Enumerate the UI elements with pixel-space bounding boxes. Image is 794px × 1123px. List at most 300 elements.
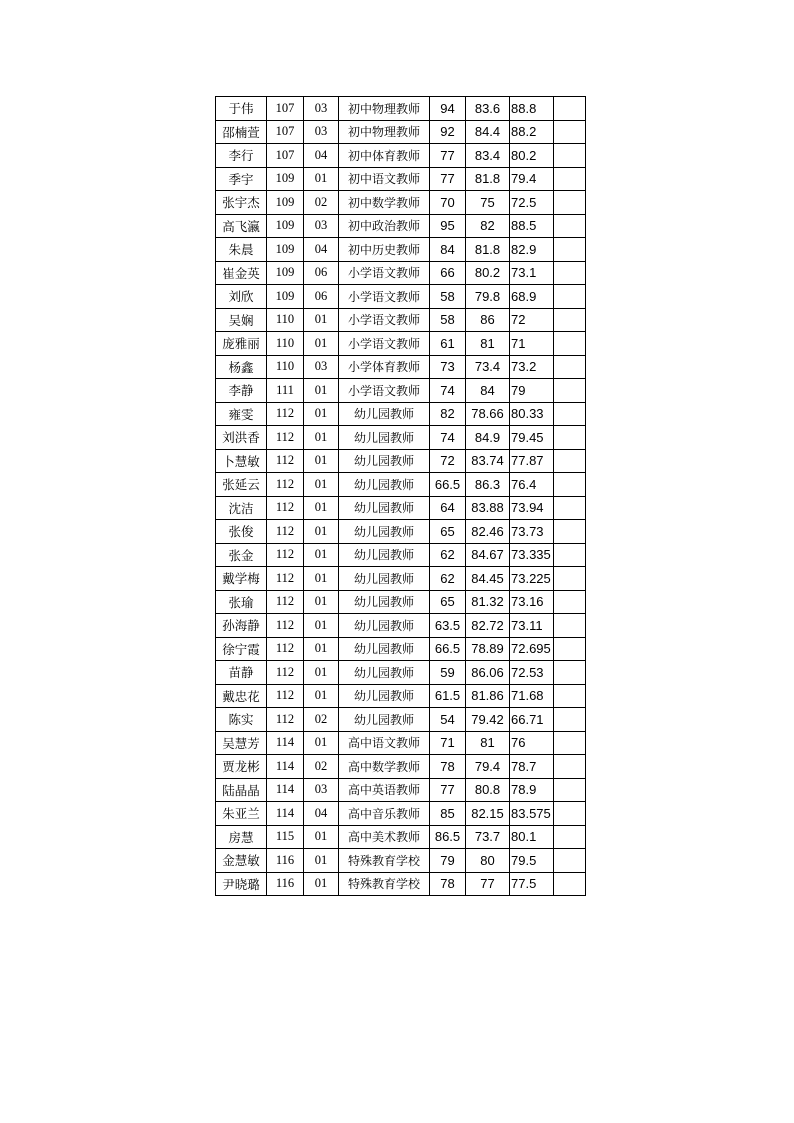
- interview-score: 84.9: [466, 426, 510, 450]
- interview-score: 82.46: [466, 520, 510, 544]
- candidate-name: 于伟: [216, 97, 267, 121]
- candidate-name: 卜慧敏: [216, 449, 267, 473]
- remark-cell: [554, 191, 586, 215]
- interview-score: 80.2: [466, 261, 510, 285]
- table-row: [216, 731, 586, 755]
- unit-code: 112: [267, 449, 304, 473]
- table-row: [216, 567, 586, 591]
- candidate-name: 季宇: [216, 167, 267, 191]
- interview-score: 79.42: [466, 708, 510, 732]
- unit-code: 107: [267, 97, 304, 121]
- interview-score: 84.45: [466, 567, 510, 591]
- interview-score: 84: [466, 379, 510, 403]
- remark-cell: [554, 708, 586, 732]
- remark-cell: [554, 120, 586, 144]
- post-code: 01: [304, 661, 339, 685]
- written-score: 77: [430, 778, 466, 802]
- total-score: 72.695: [510, 637, 554, 661]
- post-code: 01: [304, 849, 339, 873]
- written-score: 78: [430, 872, 466, 896]
- total-score: 77.5: [510, 872, 554, 896]
- total-score: 79.5: [510, 849, 554, 873]
- total-score: 88.8: [510, 97, 554, 121]
- post-code: 01: [304, 473, 339, 497]
- total-score: 80.2: [510, 144, 554, 168]
- written-score: 62: [430, 567, 466, 591]
- total-score: 68.9: [510, 285, 554, 309]
- candidate-name: 邵楠萱: [216, 120, 267, 144]
- total-score: 76: [510, 731, 554, 755]
- written-score: 66.5: [430, 637, 466, 661]
- table-row: [216, 849, 586, 873]
- written-score: 65: [430, 520, 466, 544]
- remark-cell: [554, 520, 586, 544]
- post-name: 幼儿园教师: [339, 661, 430, 685]
- table-row: [216, 661, 586, 685]
- table-row: [216, 355, 586, 379]
- interview-score: 75: [466, 191, 510, 215]
- interview-score: 73.4: [466, 355, 510, 379]
- post-name: 幼儿园教师: [339, 637, 430, 661]
- post-name: 特殊教育学校: [339, 849, 430, 873]
- unit-code: 112: [267, 496, 304, 520]
- remark-cell: [554, 637, 586, 661]
- total-score: 88.2: [510, 120, 554, 144]
- candidate-name: 张瑜: [216, 590, 267, 614]
- table-row: [216, 778, 586, 802]
- written-score: 66.5: [430, 473, 466, 497]
- written-score: 77: [430, 144, 466, 168]
- post-code: 01: [304, 520, 339, 544]
- unit-code: 112: [267, 426, 304, 450]
- unit-code: 109: [267, 167, 304, 191]
- table-row: [216, 872, 586, 896]
- post-name: 幼儿园教师: [339, 402, 430, 426]
- interview-score: 86.06: [466, 661, 510, 685]
- post-name: 小学语文教师: [339, 308, 430, 332]
- post-name: 小学体育教师: [339, 355, 430, 379]
- post-code: 01: [304, 426, 339, 450]
- post-code: 01: [304, 637, 339, 661]
- total-score: 73.335: [510, 543, 554, 567]
- remark-cell: [554, 849, 586, 873]
- written-score: 74: [430, 379, 466, 403]
- post-code: 01: [304, 379, 339, 403]
- written-score: 72: [430, 449, 466, 473]
- table-row: [216, 684, 586, 708]
- interview-score: 81.86: [466, 684, 510, 708]
- post-name: 初中历史教师: [339, 238, 430, 262]
- table-row: [216, 802, 586, 826]
- written-score: 77: [430, 167, 466, 191]
- written-score: 95: [430, 214, 466, 238]
- written-score: 71: [430, 731, 466, 755]
- table-row: [216, 473, 586, 497]
- table-row: [216, 97, 586, 121]
- written-score: 92: [430, 120, 466, 144]
- total-score: 72.53: [510, 661, 554, 685]
- remark-cell: [554, 496, 586, 520]
- post-name: 特殊教育学校: [339, 872, 430, 896]
- total-score: 76.4: [510, 473, 554, 497]
- candidate-name: 张宇杰: [216, 191, 267, 215]
- unit-code: 110: [267, 332, 304, 356]
- candidate-name: 陈实: [216, 708, 267, 732]
- table-row: [216, 614, 586, 638]
- candidate-name: 朱晨: [216, 238, 267, 262]
- candidate-name: 孙海静: [216, 614, 267, 638]
- total-score: 83.575: [510, 802, 554, 826]
- unit-code: 112: [267, 590, 304, 614]
- post-code: 04: [304, 802, 339, 826]
- post-name: 幼儿园教师: [339, 496, 430, 520]
- post-name: 高中英语教师: [339, 778, 430, 802]
- post-name: 初中政治教师: [339, 214, 430, 238]
- written-score: 63.5: [430, 614, 466, 638]
- total-score: 73.225: [510, 567, 554, 591]
- interview-score: 84.4: [466, 120, 510, 144]
- post-name: 高中语文教师: [339, 731, 430, 755]
- unit-code: 111: [267, 379, 304, 403]
- written-score: 73: [430, 355, 466, 379]
- candidate-name: 刘欣: [216, 285, 267, 309]
- table-row: [216, 238, 586, 262]
- remark-cell: [554, 426, 586, 450]
- candidate-name: 吴慧芳: [216, 731, 267, 755]
- table-row: [216, 308, 586, 332]
- candidate-name: 崔金英: [216, 261, 267, 285]
- interview-score: 84.67: [466, 543, 510, 567]
- post-name: 小学语文教师: [339, 285, 430, 309]
- candidate-name: 庞雅丽: [216, 332, 267, 356]
- interview-score: 86.3: [466, 473, 510, 497]
- written-score: 70: [430, 191, 466, 215]
- score-table-body: [216, 97, 586, 896]
- interview-score: 80.8: [466, 778, 510, 802]
- table-row: [216, 332, 586, 356]
- written-score: 58: [430, 308, 466, 332]
- table-row: [216, 402, 586, 426]
- remark-cell: [554, 755, 586, 779]
- total-score: 73.2: [510, 355, 554, 379]
- interview-score: 83.6: [466, 97, 510, 121]
- unit-code: 112: [267, 637, 304, 661]
- remark-cell: [554, 684, 586, 708]
- remark-cell: [554, 731, 586, 755]
- written-score: 78: [430, 755, 466, 779]
- interview-score: 81: [466, 332, 510, 356]
- total-score: 77.87: [510, 449, 554, 473]
- unit-code: 109: [267, 261, 304, 285]
- written-score: 62: [430, 543, 466, 567]
- written-score: 74: [430, 426, 466, 450]
- post-code: 03: [304, 120, 339, 144]
- post-code: 02: [304, 708, 339, 732]
- post-code: 01: [304, 402, 339, 426]
- post-code: 04: [304, 238, 339, 262]
- interview-score: 82.15: [466, 802, 510, 826]
- total-score: 78.7: [510, 755, 554, 779]
- remark-cell: [554, 567, 586, 591]
- candidate-name: 陆晶晶: [216, 778, 267, 802]
- candidate-name: 戴学梅: [216, 567, 267, 591]
- unit-code: 116: [267, 849, 304, 873]
- unit-code: 114: [267, 731, 304, 755]
- post-code: 03: [304, 214, 339, 238]
- remark-cell: [554, 778, 586, 802]
- unit-code: 110: [267, 308, 304, 332]
- post-code: 03: [304, 97, 339, 121]
- remark-cell: [554, 261, 586, 285]
- total-score: 80.33: [510, 402, 554, 426]
- post-code: 01: [304, 590, 339, 614]
- post-code: 01: [304, 332, 339, 356]
- written-score: 61: [430, 332, 466, 356]
- candidate-name: 杨鑫: [216, 355, 267, 379]
- post-code: 01: [304, 731, 339, 755]
- candidate-name: 李行: [216, 144, 267, 168]
- candidate-name: 朱亚兰: [216, 802, 267, 826]
- remark-cell: [554, 167, 586, 191]
- remark-cell: [554, 825, 586, 849]
- written-score: 84: [430, 238, 466, 262]
- interview-score: 81: [466, 731, 510, 755]
- remark-cell: [554, 308, 586, 332]
- candidate-name: 徐宁霞: [216, 637, 267, 661]
- total-score: 79: [510, 379, 554, 403]
- remark-cell: [554, 238, 586, 262]
- total-score: 71: [510, 332, 554, 356]
- table-row: [216, 191, 586, 215]
- post-code: 01: [304, 872, 339, 896]
- candidate-name: 房慧: [216, 825, 267, 849]
- unit-code: 110: [267, 355, 304, 379]
- written-score: 79: [430, 849, 466, 873]
- candidate-name: 高飞瀛: [216, 214, 267, 238]
- post-name: 幼儿园教师: [339, 614, 430, 638]
- total-score: 73.16: [510, 590, 554, 614]
- post-name: 幼儿园教师: [339, 543, 430, 567]
- table-row: [216, 167, 586, 191]
- remark-cell: [554, 872, 586, 896]
- written-score: 65: [430, 590, 466, 614]
- unit-code: 112: [267, 473, 304, 497]
- unit-code: 112: [267, 543, 304, 567]
- remark-cell: [554, 379, 586, 403]
- post-code: 02: [304, 191, 339, 215]
- post-code: 01: [304, 167, 339, 191]
- interview-score: 79.8: [466, 285, 510, 309]
- table-row: [216, 708, 586, 732]
- table-row: [216, 825, 586, 849]
- written-score: 64: [430, 496, 466, 520]
- post-name: 幼儿园教师: [339, 426, 430, 450]
- table-row: [216, 285, 586, 309]
- post-code: 04: [304, 144, 339, 168]
- unit-code: 112: [267, 402, 304, 426]
- interview-score: 79.4: [466, 755, 510, 779]
- unit-code: 109: [267, 238, 304, 262]
- post-name: 小学语文教师: [339, 332, 430, 356]
- candidate-name: 吴娴: [216, 308, 267, 332]
- post-code: 01: [304, 449, 339, 473]
- total-score: 78.9: [510, 778, 554, 802]
- total-score: 72.5: [510, 191, 554, 215]
- post-name: 高中数学教师: [339, 755, 430, 779]
- interview-score: 77: [466, 872, 510, 896]
- table-row: [216, 144, 586, 168]
- candidate-name: 张延云: [216, 473, 267, 497]
- remark-cell: [554, 661, 586, 685]
- post-code: 06: [304, 261, 339, 285]
- candidate-name: 尹晓璐: [216, 872, 267, 896]
- total-score: 73.73: [510, 520, 554, 544]
- interview-score: 81.8: [466, 238, 510, 262]
- interview-score: 82: [466, 214, 510, 238]
- total-score: 79.4: [510, 167, 554, 191]
- post-name: 高中音乐教师: [339, 802, 430, 826]
- candidate-name: 雍雯: [216, 402, 267, 426]
- post-name: 幼儿园教师: [339, 473, 430, 497]
- total-score: 72: [510, 308, 554, 332]
- total-score: 79.45: [510, 426, 554, 450]
- post-name: 幼儿园教师: [339, 590, 430, 614]
- remark-cell: [554, 97, 586, 121]
- table-row: [216, 590, 586, 614]
- written-score: 85: [430, 802, 466, 826]
- total-score: 71.68: [510, 684, 554, 708]
- post-name: 幼儿园教师: [339, 449, 430, 473]
- post-code: 01: [304, 308, 339, 332]
- interview-score: 86: [466, 308, 510, 332]
- unit-code: 112: [267, 520, 304, 544]
- post-code: 01: [304, 567, 339, 591]
- unit-code: 109: [267, 191, 304, 215]
- interview-score: 82.72: [466, 614, 510, 638]
- unit-code: 114: [267, 755, 304, 779]
- total-score: 66.71: [510, 708, 554, 732]
- interview-score: 83.74: [466, 449, 510, 473]
- total-score: 73.94: [510, 496, 554, 520]
- table-row: [216, 120, 586, 144]
- remark-cell: [554, 214, 586, 238]
- post-code: 01: [304, 496, 339, 520]
- table-row: [216, 426, 586, 450]
- post-name: 初中数学教师: [339, 191, 430, 215]
- unit-code: 109: [267, 214, 304, 238]
- post-name: 初中体育教师: [339, 144, 430, 168]
- post-code: 06: [304, 285, 339, 309]
- post-name: 小学语文教师: [339, 379, 430, 403]
- candidate-name: 李静: [216, 379, 267, 403]
- remark-cell: [554, 473, 586, 497]
- table-row: [216, 520, 586, 544]
- post-name: 初中物理教师: [339, 120, 430, 144]
- interview-score: 81.8: [466, 167, 510, 191]
- post-name: 初中语文教师: [339, 167, 430, 191]
- written-score: 59: [430, 661, 466, 685]
- table-row: [216, 379, 586, 403]
- unit-code: 114: [267, 802, 304, 826]
- candidate-name: 戴忠花: [216, 684, 267, 708]
- table-row: [216, 261, 586, 285]
- written-score: 86.5: [430, 825, 466, 849]
- remark-cell: [554, 355, 586, 379]
- post-code: 01: [304, 543, 339, 567]
- written-score: 94: [430, 97, 466, 121]
- candidate-name: 张俊: [216, 520, 267, 544]
- interview-score: 78.66: [466, 402, 510, 426]
- post-code: 03: [304, 778, 339, 802]
- candidate-name: 金慧敏: [216, 849, 267, 873]
- unit-code: 112: [267, 708, 304, 732]
- unit-code: 109: [267, 285, 304, 309]
- total-score: 88.5: [510, 214, 554, 238]
- remark-cell: [554, 590, 586, 614]
- total-score: 73.11: [510, 614, 554, 638]
- post-code: 01: [304, 684, 339, 708]
- post-name: 高中美术教师: [339, 825, 430, 849]
- interview-score: 81.32: [466, 590, 510, 614]
- post-code: 02: [304, 755, 339, 779]
- post-name: 幼儿园教师: [339, 708, 430, 732]
- post-code: 01: [304, 614, 339, 638]
- candidate-name: 刘洪香: [216, 426, 267, 450]
- written-score: 82: [430, 402, 466, 426]
- written-score: 61.5: [430, 684, 466, 708]
- post-name: 幼儿园教师: [339, 567, 430, 591]
- table-row: [216, 543, 586, 567]
- unit-code: 112: [267, 614, 304, 638]
- candidate-name: 苗静: [216, 661, 267, 685]
- written-score: 54: [430, 708, 466, 732]
- remark-cell: [554, 402, 586, 426]
- candidate-name: 沈洁: [216, 496, 267, 520]
- interview-score: 83.4: [466, 144, 510, 168]
- interview-score: 78.89: [466, 637, 510, 661]
- post-code: 03: [304, 355, 339, 379]
- unit-code: 107: [267, 120, 304, 144]
- remark-cell: [554, 449, 586, 473]
- score-table: [215, 96, 586, 896]
- remark-cell: [554, 614, 586, 638]
- candidate-name: 张金: [216, 543, 267, 567]
- interview-score: 80: [466, 849, 510, 873]
- table-row: [216, 496, 586, 520]
- total-score: 80.1: [510, 825, 554, 849]
- written-score: 66: [430, 261, 466, 285]
- remark-cell: [554, 332, 586, 356]
- table-row: [216, 637, 586, 661]
- remark-cell: [554, 144, 586, 168]
- post-name: 初中物理教师: [339, 97, 430, 121]
- total-score: 82.9: [510, 238, 554, 262]
- unit-code: 115: [267, 825, 304, 849]
- post-name: 小学语文教师: [339, 261, 430, 285]
- table-row: [216, 214, 586, 238]
- remark-cell: [554, 543, 586, 567]
- interview-score: 83.88: [466, 496, 510, 520]
- unit-code: 112: [267, 567, 304, 591]
- table-row: [216, 449, 586, 473]
- post-name: 幼儿园教师: [339, 684, 430, 708]
- interview-score: 73.7: [466, 825, 510, 849]
- unit-code: 112: [267, 661, 304, 685]
- unit-code: 114: [267, 778, 304, 802]
- remark-cell: [554, 802, 586, 826]
- post-code: 01: [304, 825, 339, 849]
- post-name: 幼儿园教师: [339, 520, 430, 544]
